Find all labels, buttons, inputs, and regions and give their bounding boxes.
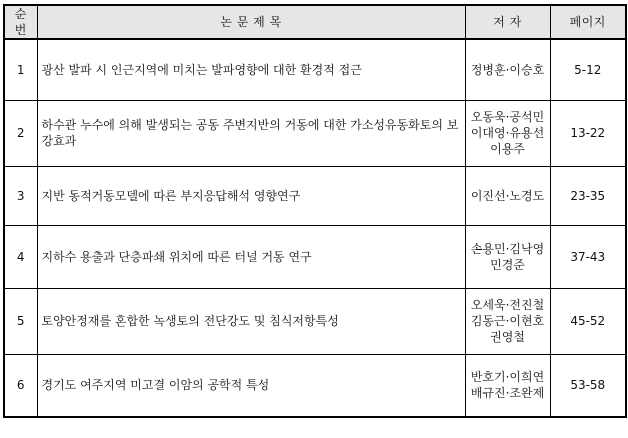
author-line: 권영철 <box>490 330 525 344</box>
author-line: 이진선·노경도 <box>470 188 545 203</box>
author-line: 민경준 <box>490 257 525 272</box>
header-no: 순번 <box>4 5 37 39</box>
page-range: 13-22 <box>550 100 626 166</box>
table-of-contents <box>3 4 627 418</box>
author-line: 정병훈·이승호 <box>470 62 545 77</box>
header-pages: 페이지 <box>550 5 626 39</box>
paper-authors <box>465 39 550 100</box>
paper-authors <box>465 354 550 417</box>
table-row <box>4 166 626 225</box>
paper-title: 지하수 용출과 단층파쇄 위치에 따른 터널 거동 연구 <box>37 225 465 288</box>
row-number: 6 <box>4 354 37 417</box>
table-row <box>4 39 626 100</box>
paper-authors <box>465 225 550 288</box>
page-range: 53-58 <box>550 354 626 417</box>
header-author: 저 자 <box>465 5 550 39</box>
author-line: 반호기·이희연 <box>470 370 545 385</box>
paper-authors <box>465 166 550 225</box>
paper-title: 경기도 여주지역 미고결 이암의 공학적 특성 <box>37 354 465 417</box>
paper-title: 광산 발파 시 인근지역에 미치는 발파영향에 대한 환경적 접근 <box>37 39 465 100</box>
page-range: 45-52 <box>550 288 626 354</box>
page-range: 5-12 <box>550 39 626 100</box>
table-row <box>4 288 626 354</box>
row-number: 2 <box>4 100 37 166</box>
table-row <box>4 100 626 166</box>
author-line: 손용민·김낙영 <box>470 241 545 256</box>
header-title: 논 문 제 목 <box>37 5 465 39</box>
page-range: 37-43 <box>550 225 626 288</box>
row-number: 3 <box>4 166 37 225</box>
paper-title: 지반 동적거동모델에 따른 부지응답해석 영향연구 <box>37 166 465 225</box>
row-number: 4 <box>4 225 37 288</box>
author-line: 이용주 <box>490 142 525 156</box>
author-line: 이대영·유용선 <box>470 126 545 140</box>
table-row <box>4 225 626 288</box>
page-range: 23-35 <box>550 166 626 225</box>
paper-authors <box>465 100 550 166</box>
table-header-row <box>4 5 626 39</box>
row-number: 5 <box>4 288 37 354</box>
author-line: 오동욱·공석민 <box>470 110 545 124</box>
paper-title: 토양안정재를 혼합한 녹생토의 전단강도 및 침식저항특성 <box>37 288 465 354</box>
row-number: 1 <box>4 39 37 100</box>
author-line: 오세욱·전진철 <box>470 298 545 312</box>
author-line: 김동근·이현호 <box>470 314 545 328</box>
table-row <box>4 354 626 417</box>
paper-title: 하수관 누수에 의해 발생되는 공동 주변지반의 거동에 대한 가소성유동화토의 보강효과 <box>37 100 465 166</box>
paper-authors <box>465 288 550 354</box>
author-line: 배규진·조완제 <box>470 386 545 401</box>
